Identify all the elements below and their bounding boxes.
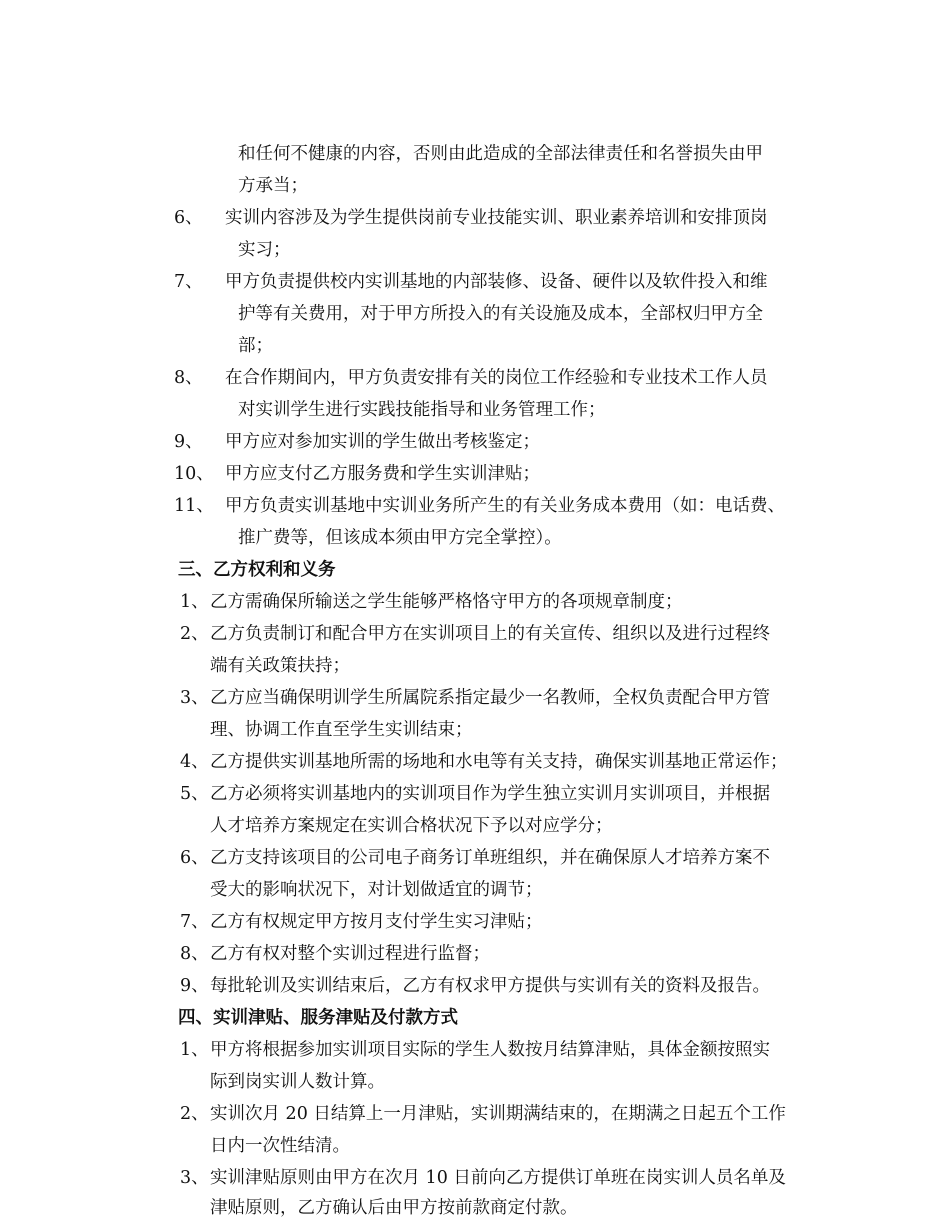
item-line: 实训内容涉及为学生提供岗前专业技能实训、职业素养培训和安排顶岗: [225, 208, 768, 228]
item-line: 护等有关费用，对于甲方所投入的有关设施及成本，全部权归甲方全: [238, 304, 763, 324]
item-line: 甲方应支付乙方服务费和学生实训津贴；: [225, 464, 540, 484]
item-number: 2、: [180, 624, 209, 644]
section-3-heading: 三、乙方权利和义务: [178, 560, 336, 580]
item-number: 6、: [174, 208, 203, 228]
item-line: 乙方必须将实训基地内的实训项目作为学生独立实训月实训项目，并根据: [210, 784, 770, 804]
item-5-line-1: 和任何不健康的内容，否则由此造成的全部法律责任和名誉损失由甲: [238, 144, 763, 164]
item-line: 每批轮训及实训结束后，乙方有权求甲方提供与实训有关的资料及报告。: [210, 976, 770, 996]
section-4-heading: 四、实训津贴、服务津贴及付款方式: [178, 1008, 458, 1028]
item-line: 际到岗实训人数计算。: [210, 1072, 385, 1092]
item-number: 10、: [174, 464, 214, 484]
item-line: 甲方负责实训基地中实训业务所产生的有关业务成本费用（如：电话费、: [225, 496, 785, 516]
item-number: 4、: [180, 752, 209, 772]
item-number: 11、: [174, 496, 214, 516]
item-line: 乙方有权规定甲方按月支付学生实习津贴；: [210, 912, 543, 932]
item-line: 理、协调工作直至学生实训结束；: [210, 720, 473, 740]
item-line: 实习；: [238, 240, 291, 260]
item-number: 6、: [180, 848, 209, 868]
item-line: 乙方负责制订和配合甲方在实训项目上的有关宣传、组织以及进行过程终: [210, 624, 770, 644]
item-number: 9、: [180, 976, 209, 996]
item-line: 推广费等，但该成本须由甲方完全掌控）。: [238, 528, 562, 548]
item-number: 5、: [180, 784, 209, 804]
item-line: 乙方有权对整个实训过程进行监督；: [210, 944, 490, 964]
item-number: 3、: [180, 1168, 209, 1188]
item-number: 8、: [174, 368, 203, 388]
item-number: 7、: [180, 912, 209, 932]
item-number: 8、: [180, 944, 209, 964]
item-line: 实训津贴原则由甲方在次月 10 日前向乙方提供订单班在岗实训人员名单及: [210, 1168, 786, 1188]
item-line: 对实训学生进行实践技能指导和业务管理工作；: [238, 400, 606, 420]
item-line: 甲方负责提供校内实训基地的内部装修、设备、硬件以及软件投入和维: [225, 272, 768, 292]
item-number: 9、: [174, 432, 203, 452]
item-number: 1、: [180, 592, 209, 612]
item-5-line-2: 方承当；: [238, 176, 308, 196]
item-line: 乙方提供实训基地所需的场地和水电等有关支持，确保实训基地正常运作；: [210, 752, 788, 772]
item-line: 津贴原则，乙方确认后由甲方按前款商定付款。: [210, 1198, 578, 1218]
item-number: 3、: [180, 688, 209, 708]
item-line: 端有关政策扶持；: [210, 656, 350, 676]
item-line: 日内一次性结清。: [210, 1136, 350, 1156]
item-line: 乙方应当确保明训学生所属院系指定最少一名教师，全权负责配合甲方管: [210, 688, 770, 708]
item-line: 部；: [238, 336, 273, 356]
item-line: 受大的影响状况下，对计划做适宜的调节；: [210, 880, 543, 900]
item-line: 乙方需确保所输送之学生能够严格恪守甲方的各项规章制度；: [210, 592, 683, 612]
item-number: 2、: [180, 1104, 209, 1124]
item-number: 7、: [174, 272, 203, 292]
item-number: 1、: [180, 1040, 209, 1060]
item-line: 甲方应对参加实训的学生做出考核鉴定；: [225, 432, 540, 452]
item-line: 实训次月 20 日结算上一月津贴，实训期满结束的，在期满之日起五个工作: [210, 1104, 786, 1124]
item-line: 乙方支持该项目的公司电子商务订单班组织，并在确保原人才培养方案不: [210, 848, 770, 868]
item-line: 甲方将根据参加实训项目实际的学生人数按月结算津贴，具体金额按照实: [210, 1040, 770, 1060]
item-line: 在合作期间内，甲方负责安排有关的岗位工作经验和专业技术工作人员: [225, 368, 768, 388]
item-line: 人才培养方案规定在实训合格状况下予以对应学分；: [210, 816, 613, 836]
